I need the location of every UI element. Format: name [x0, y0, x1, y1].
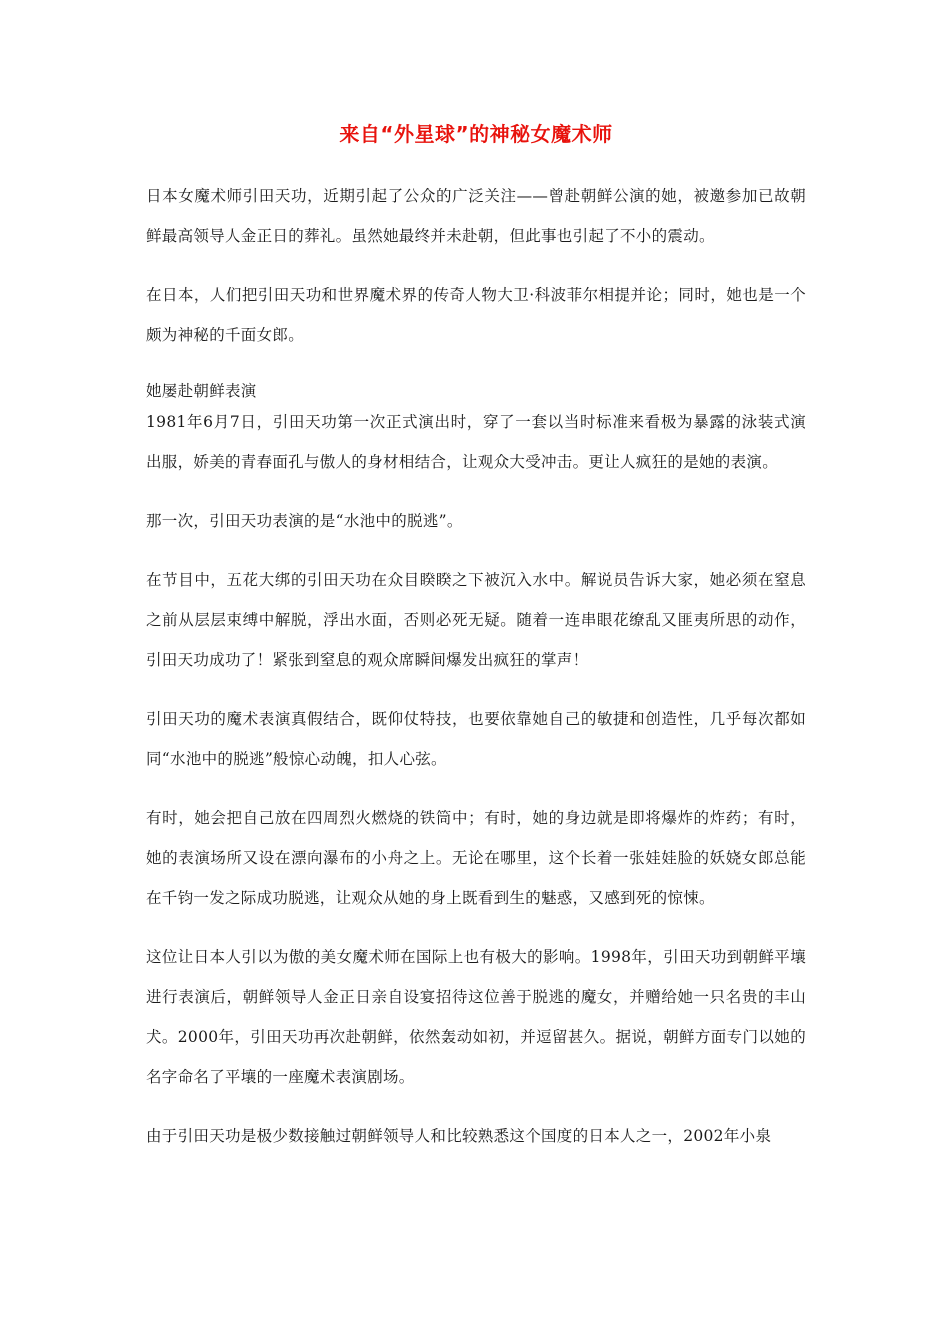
- paragraph-section-6: 这位让日本人引以为傲的美女魔术师在国际上也有极大的影响。1998年，引田天功到朝鲜平壤进行表演后，朝鲜领导人金正日亲自设宴招待这位善于脱逃的魔女，并赠给她一只名贵的丰山犬。2000年，引田天功再次赴朝鲜，依然轰动如初，并逗留甚久。据说，朝鲜方面专门以她的名字命名了平壤的一座魔术表演剧场。: [146, 948, 806, 1086]
- paragraph-section-1: 1981年6月7日，引田天功第一次正式演出时，穿了一套以当时标准来看极为暴露的泳装式演出服，娇美的青春面孔与傲人的身材相结合，让观众大受冲击。更让人疯狂的是她的表演。: [146, 413, 806, 471]
- section-heading: 她屡赴朝鲜表演: [146, 382, 257, 400]
- paragraph-section-7: 由于引田天功是极少数接触过朝鲜领导人和比较熟悉这个国度的日本人之一，2002年小泉: [146, 1127, 772, 1145]
- document-page: [146, 118, 806, 1175]
- paragraph-intro-1: 日本女魔术师引田天功，近期引起了公众的广泛关注——曾赴朝鲜公演的她，被邀参加已故朝鲜最高领导人金正日的葬礼。虽然她最终并未赴朝，但此事也引起了不小的震动。: [146, 187, 806, 245]
- paragraph-intro-2: 在日本，人们把引田天功和世界魔术界的传奇人物大卫·科波菲尔相提并论；同时，她也是一个颇为神秘的千面女郎。: [146, 286, 806, 344]
- paragraph-section-5: 有时，她会把自己放在四周烈火燃烧的铁筒中；有时，她的身边就是即将爆炸的炸药；有时，她的表演场所又设在漂向瀑布的小舟之上。无论在哪里，这个长着一张娃娃脸的妖娆女郎总能在千钧一发之际成功脱逃，让观众从她的身上既看到生的魅惑，又感到死的惊悚。: [146, 809, 806, 907]
- paragraph-section-4: 引田天功的魔术表演真假结合，既仰仗特技，也要依靠她自己的敏捷和创造性，几乎每次都如同“水池中的脱逃”般惊心动魄，扣人心弦。: [146, 710, 806, 768]
- paragraph-section-2: 那一次，引田天功表演的是“水池中的脱逃”。: [146, 512, 463, 530]
- paragraph-section-3: 在节目中，五花大绑的引田天功在众目睽睽之下被沉入水中。解说员告诉大家，她必须在窒息之前从层层束缚中解脱，浮出水面，否则必死无疑。随着一连串眼花缭乱又匪夷所思的动作，引田天功成功了！紧张到窒息的观众席瞬间爆发出疯狂的掌声！: [146, 571, 806, 669]
- article-title: 来自“外星球”的神秘女魔术师: [339, 122, 613, 146]
